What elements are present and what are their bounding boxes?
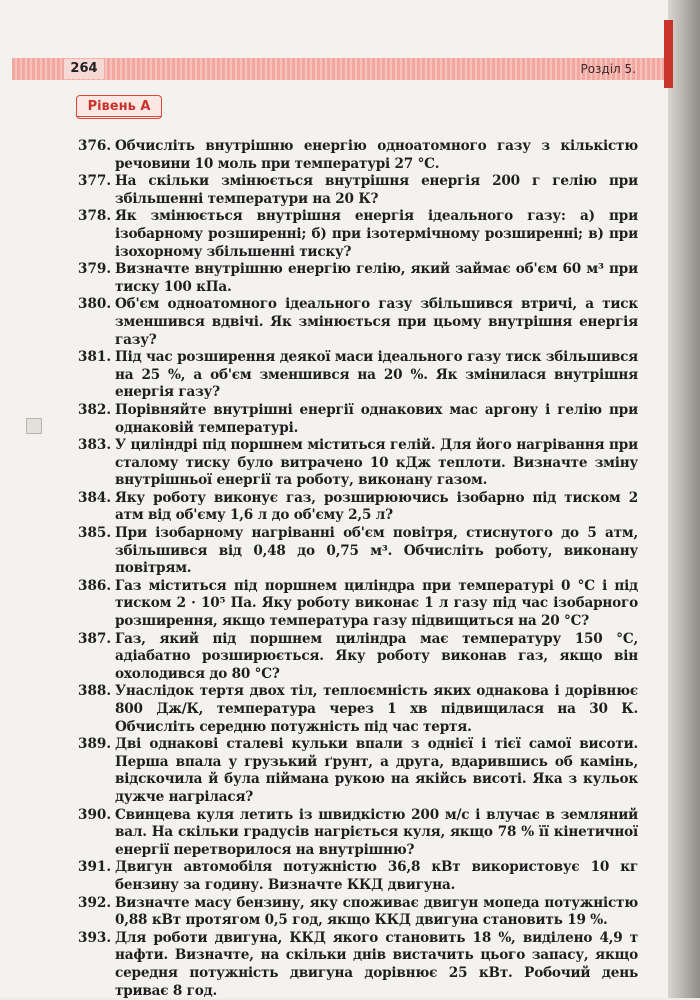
problem-item: [78, 208, 638, 261]
problem-number: 378.: [78, 208, 112, 225]
problem-text: У циліндрі під поршнем міститься гелій. Для його нагрівання при сталому тиску було витрачено 10 кДж теплоти. Визначте зміну внутрішньої енергії та роботу, виконану газом.: [115, 437, 638, 489]
problem-number: 389.: [78, 736, 112, 753]
problem-number: 388.: [78, 683, 112, 700]
problem-item: [78, 437, 638, 490]
level-underline: [76, 116, 162, 117]
problem-text: Двигун автомобіля потужністю 36,8 кВт використовує 10 кг бензину за годину. Визначте ККД двигуна.: [115, 859, 638, 893]
problem-item: [78, 490, 638, 525]
problem-number: 381.: [78, 349, 112, 366]
problem-text: Унаслідок тертя двох тіл, теплоємність яких однакова і дорівнює 800 Дж/К, температура через 1 хв підвищилася на 30 К. Обчисліть середню потужність під час тертя.: [115, 683, 638, 735]
problem-number: 385.: [78, 525, 112, 542]
problem-number: 384.: [78, 489, 112, 506]
level-badge: Рівень А: [76, 95, 162, 119]
problem-text: Дві однакові сталеві кульки впали з однієї і тієї самої висоти. Перша впала у грузький ґрунт, а друга, вдарившись об камінь, відскочила й була піймана рукою на якійсь висоті. Яка з кульок дужче нагрілася?: [115, 736, 638, 805]
problem-text: Порівняйте внутрішні енергії однакових мас аргону і гелію при однаковій температурі.: [115, 401, 638, 436]
problem-item: [78, 895, 638, 930]
problem-number: 387.: [78, 630, 112, 647]
problem-item: [78, 349, 638, 402]
chapter-title: Розділ 5.: [580, 62, 636, 76]
problem-text: Яку роботу виконує газ, розширюючись ізобарно під тиском 2 атм від об'єму 1,6 л до об'єму 2,5 л?: [115, 489, 638, 524]
problem-number: 379.: [78, 261, 112, 278]
problem-number: 380.: [78, 296, 112, 313]
problem-text: Для роботи двигуна, ККД якого становить 18 %, виділено 4,9 т нафти. Визначте, на скільки днів вистачить цього запасу, якщо середня потужність двигуна дорівнює 25 кВт. Робочий день триває 8 год.: [115, 929, 638, 999]
problem-item: [78, 261, 638, 296]
problem-number: 377.: [78, 173, 112, 190]
problem-text: Об'єм одноатомного ідеального газу збільшився втричі, а тиск зменшився вдвічі. Як змінюється при цьому внутрішня енергія газу?: [115, 296, 638, 348]
problem-text: При ізобарному нагріванні об'єм повітря, стиснутого до 5 атм, збільшився від 0,48 до 0,75 м³. Обчисліть роботу, виконану повітрям.: [115, 525, 638, 577]
header-band: [12, 58, 670, 80]
problem-item: [78, 683, 638, 736]
problem-number: 386.: [78, 577, 112, 594]
problem-text: Газ міститься під поршнем циліндра при температурі 0 °С і під тиском 2 · 10⁵ Па. Яку роботу виконає 1 л газу під час ізобарного розширення, якщо температура газу підвищиться на 20 °С?: [115, 577, 638, 630]
page-number: 264: [64, 59, 104, 79]
problem-list: [78, 138, 638, 1000]
problem-item: [78, 930, 638, 1000]
problem-item: [78, 631, 638, 684]
problem-text: Газ, який під поршнем циліндра має температуру 150 °С, адіабатно розширюється. Яку роботу виконав газ, якщо він охолодився до 80 °С?: [115, 630, 638, 682]
problem-text: Обчисліть внутрішню енергію одноатомного газу з кількістю речовини 10 моль при температурі 27 °С.: [115, 138, 638, 172]
problem-item: [78, 402, 638, 437]
problem-item: [78, 807, 638, 860]
problem-item: [78, 296, 638, 349]
problem-number: 393.: [78, 929, 112, 946]
problem-item: [78, 578, 638, 631]
problem-item: [78, 173, 638, 208]
problem-text: Під час розширення деякої маси ідеального газу тиск збільшився на 25 %, а об'єм зменшився на 20 %. Як змінилася внутрішня енергія газу?: [115, 349, 638, 401]
margin-mark: [26, 418, 42, 434]
problem-number: 390.: [78, 806, 112, 823]
problem-text: Свинцева куля летить із швидкістю 200 м/с і влучає в земляний вал. На скільки градусів нагріється куля, якщо 78 % її кінетичної енергії перетворилося на внутрішню?: [115, 806, 638, 858]
problem-number: 383.: [78, 437, 112, 454]
problem-item: [78, 525, 638, 578]
book-spine: [668, 0, 700, 998]
problem-text: Як змінюється внутрішня енергія ідеального газу: а) при ізобарному розширенні; б) при ізотермічному розширенні; в) при ізохорному збільшенні тиску?: [115, 208, 638, 260]
problem-number: 376.: [78, 138, 112, 154]
problem-number: 392.: [78, 894, 112, 911]
problem-item: [78, 138, 638, 173]
problem-text: Визначте масу бензину, яку споживає двигун мопеда потужністю 0,88 кВт протягом 0,5 год, якщо ККД двигуна становить 19 %.: [115, 894, 638, 929]
problem-item: [78, 736, 638, 806]
bookmark-tab: [664, 20, 673, 88]
problem-text: На скільки змінюється внутрішня енергія 200 г гелію при збільшенні температури на 20 К?: [115, 173, 638, 207]
problem-text: Визначте внутрішню енергію гелію, який займає об'єм 60 м³ при тиску 100 кПа.: [115, 261, 638, 295]
problem-number: 382.: [78, 401, 112, 418]
problem-item: [78, 859, 638, 894]
problem-number: 391.: [78, 859, 112, 876]
